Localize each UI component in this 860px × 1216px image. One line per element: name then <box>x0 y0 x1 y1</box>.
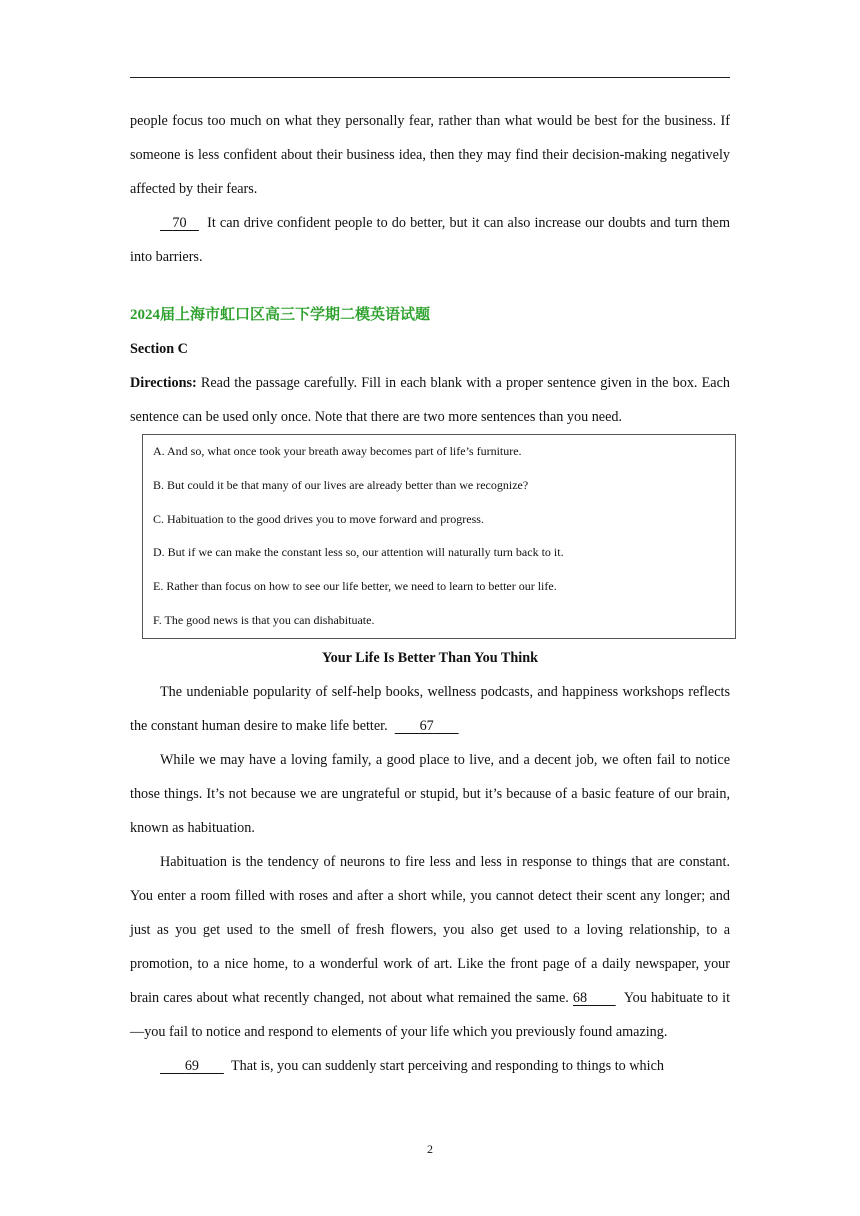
carryover-paragraph <box>130 104 730 206</box>
directions-label: Directions: <box>130 375 197 391</box>
passage-paragraph-3-text: Habituation is the tendency of neurons to fire less and less in response to things that are constant. You enter a room filled with roses and after a short while, you cannot detect their scent any longer; and just as you get used to the smell of fresh flowers, you also get used to a loving relationship, to a promotion, to a nice home, to a wonderful work of art. Like the front page of a daily newspaper, your brain cares about what recently changed, not about what remained the same. <box>130 853 730 1006</box>
paragraph-70 <box>130 206 730 274</box>
directions-text: Read the passage carefully. Fill in each blank with a proper sentence given in the box. Each sentence can be used only once. Note that there are two more sentences than you need. <box>130 375 730 425</box>
header-rule <box>130 77 730 78</box>
page-number: 2 <box>427 1142 433 1156</box>
option-d: D. But if we can make the constant less so, our attention will naturally turn back to it. <box>153 545 564 560</box>
option-a: A. And so, what once took your breath away becomes part of life’s furniture. <box>153 444 522 458</box>
passage-paragraph-4 <box>130 1049 730 1083</box>
option-e: E. Rather than focus on how to see our life better, we need to learn to better our life. <box>153 579 557 594</box>
paragraph-70-text: It can drive confident people to do better, but it can also increase our doubts and turn them into barriers. <box>130 215 731 265</box>
options-box <box>142 434 736 639</box>
exam-heading: 2024届上海市虹口区高三下学期二模英语试题 <box>130 307 431 323</box>
option-f: F. The good news is that you can dishabituate. <box>153 612 375 627</box>
carryover-text: people focus too much on what they personally fear, rather than what would be best for the business. If someone is less confident about their business idea, then they may find their decision-making negatively affected by their fears. <box>130 113 730 197</box>
blank-67 <box>395 718 459 734</box>
passage-paragraph-1-text: The undeniable popularity of self-help books, wellness podcasts, and happiness workshops reflects the constant human desire to make life better. <box>130 683 730 734</box>
option-b: B. But could it be that many of our lives are already better than we recognize? <box>153 477 529 492</box>
blank-69 <box>160 1058 224 1074</box>
passage-paragraph-2: While we may have a loving family, a good place to live, and a decent job, we often fail to notice those things. It’s not because we are ungrateful or stupid, but it’s because of a basic feature of our brain, known as habituation. <box>130 751 730 836</box>
section-label: Section C <box>130 341 188 357</box>
blank-70-number: 70 <box>172 215 187 231</box>
blank-68-number: 68 <box>572 989 588 1006</box>
passage-paragraph-1 <box>130 675 730 743</box>
passage-paragraph-3-after: You habituate to it—you fail to notice and respond to elements of your life which you previously found amazing. <box>130 989 731 1040</box>
blank-68 <box>573 990 616 1006</box>
option-c: C. Habituation to the good drives you to move forward and progress. <box>153 511 484 526</box>
blank-69-number: 69 <box>184 1057 200 1074</box>
passage-title: Your Life Is Better Than You Think <box>321 649 539 666</box>
passage-paragraph-4-text: That is, you can suddenly start perceiving and responding to things to which <box>230 1057 664 1074</box>
passage-paragraph-3 <box>130 845 730 1049</box>
page-content <box>130 104 730 1083</box>
directions <box>130 366 730 434</box>
blank-70 <box>160 215 199 231</box>
blank-67-number: 67 <box>419 717 434 734</box>
